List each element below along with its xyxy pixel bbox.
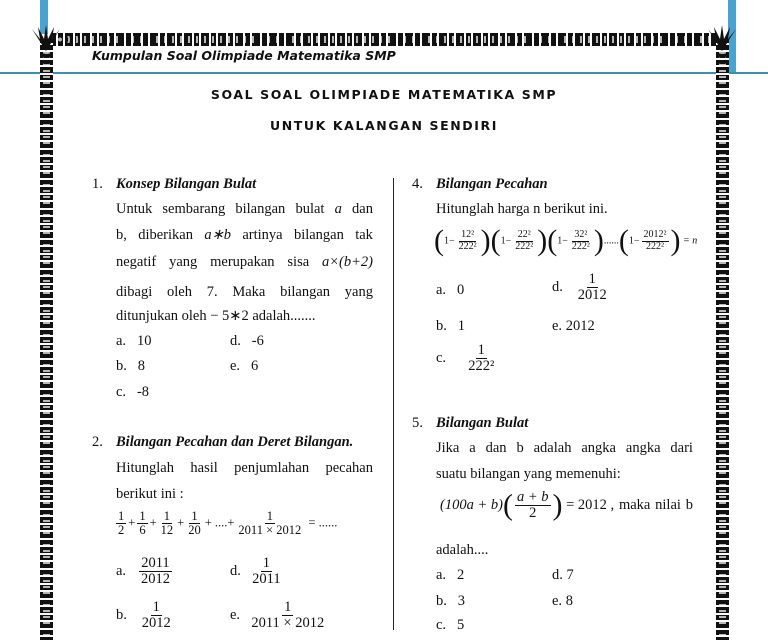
q1-option-d: d. -6 [230, 333, 264, 349]
q1-line-1: Untuk sembarang bilangan bulat a dan [116, 201, 373, 217]
q2-option-a: a. $\frac{2011}{2012}$ [116, 555, 170, 588]
q4-option-a: a. 0 [436, 282, 465, 298]
q5-option-a: a. 2 [436, 567, 465, 583]
q5-option-d: d. 7 [552, 567, 574, 583]
q4-line-1: Hitunglah harga n berikut ini. [436, 201, 608, 217]
q5-number: 5. [412, 415, 423, 431]
q5-option-b: b. 3 [436, 593, 465, 609]
running-header: Kumpulan Soal Olimpiade Matematika SMP [92, 48, 396, 63]
q5-line-4: adalah.... [436, 542, 489, 558]
q1-line-4: dibagi oleh 7. Maka bilangan yang [116, 284, 373, 300]
q1-option-e: e. 6 [230, 358, 259, 374]
q5-equation: (100a + b)( $\frac{a + b}{2}$ ) = 2012 , maka nilai b [440, 488, 693, 522]
q1-option-c: c. -8 [116, 384, 150, 400]
q2-option-d: d. $\frac{1}{2011}$ [230, 555, 281, 588]
q1-option-a: a. 10 [116, 333, 152, 349]
q1-number: 1. [92, 176, 103, 192]
top-border [52, 33, 716, 46]
q4-product-expression: (1− $\frac{\text{12²}}{\text{222²}}$ )(1− $\frac{\text{22²}}{\text{222²}}$ )(1− $\frac{\text{32²}}{\text{222²}}$ )......(1− $\frac{\text{2012²}}{\text{222²}}$ ) = n [434, 224, 698, 257]
q2-number: 2. [92, 434, 103, 450]
column-divider [393, 178, 394, 630]
right-corner-ornament [704, 25, 740, 53]
q4-number: 4. [412, 176, 423, 192]
q1-option-b: b. 8 [116, 358, 145, 374]
document-title: SOAL SOAL OLIMPIADE MATEMATIKA SMP [210, 87, 558, 102]
q5-option-e: e. 8 [552, 593, 573, 609]
q1-line-2: b, diberikan a∗b artinya bilangan tak [116, 227, 373, 243]
document-subtitle: UNTUK KALANGAN SENDIRI [269, 118, 499, 133]
q2-option-b: b. $\frac{1}{2012}$ [116, 599, 171, 632]
q5-line-2: suatu bilangan yang memenuhi: [436, 466, 621, 482]
q4-option-c: c. $\frac{1}{\text{222²}}$ [436, 342, 495, 375]
header-rule [0, 72, 768, 74]
q5-topic: Bilangan Bulat [436, 415, 529, 431]
q4-option-b: b. 1 [436, 318, 465, 334]
q4-option-e: e. 2012 [552, 318, 595, 334]
left-corner-ornament [28, 25, 64, 53]
q2-line-2: berikut ini : [116, 486, 184, 502]
q1-topic: Konsep Bilangan Bulat [116, 176, 257, 192]
q5-line-1: Jika a dan b adalah angka angka dari [436, 440, 693, 456]
q4-option-d: d. $\frac{1}{2012}$ [552, 271, 607, 304]
q2-option-e: e. $\frac{1}{2011 \times 2012}$ [230, 599, 325, 632]
q4-topic: Bilangan Pecahan [436, 176, 548, 192]
q1-line-3: negatif yang merupakan sisa a×(b+2) [116, 254, 373, 270]
q2-series-expression: $\frac{1}{2}$ + $\frac{1}{6}$ + $\frac{1}{12}$ + $\frac{1}{20}$ + ....+ $\frac{1}{2011 \times 2012}$ = ...... [118, 509, 338, 538]
q5-option-c: c. 5 [436, 617, 465, 633]
q1-line-5: ditunjukan oleh − 5∗2 adalah....... [116, 308, 316, 324]
q2-line-1: Hitunglah hasil penjumlahan pecahan [116, 460, 373, 476]
q2-topic: Bilangan Pecahan dan Deret Bilangan. [116, 434, 354, 450]
